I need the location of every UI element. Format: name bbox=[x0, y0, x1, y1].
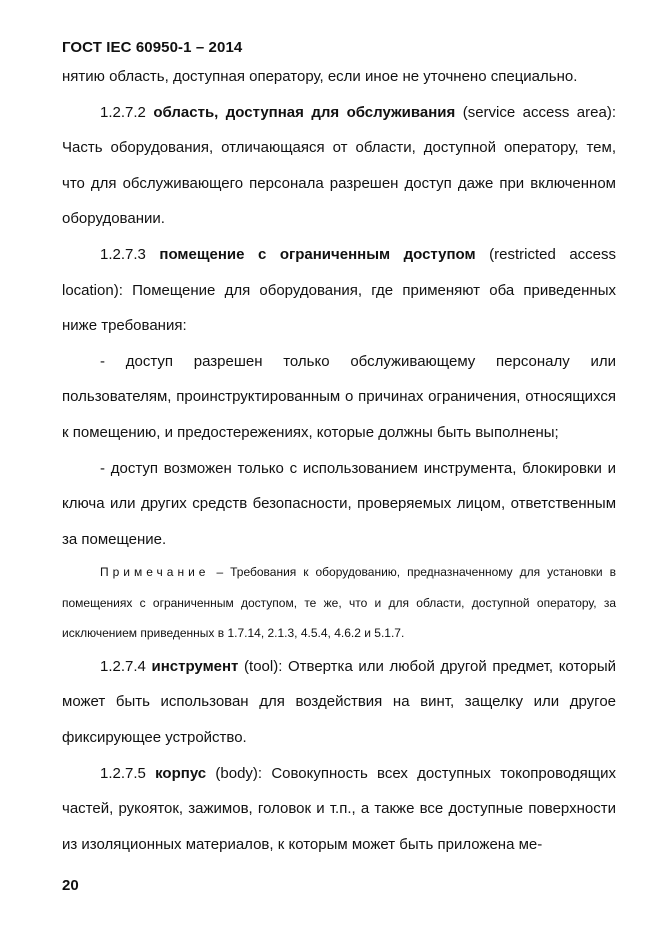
clause-number: 1.2.7.4 bbox=[100, 657, 146, 675]
clause-term: инструмент bbox=[151, 657, 239, 675]
clause-number: 1.2.7.5 bbox=[100, 764, 146, 782]
clause-number: 1.2.7.2 bbox=[100, 103, 146, 121]
clause-definition: (body): Совокупность всех доступных токопроводящих частей, рукояток, зажимов, головок и т.п., а также все доступные поверхности из изоляционных материалов, к которым может быть приложена ме- bbox=[62, 764, 616, 853]
note-text: – Требования к оборудованию, предназначенному для установки в помещениях с ограниченным доступом, те же, что и для области, доступной оператору, за исключением приведенных в 1.7.14, 2.1.3, 4.5.4, 4.6.2 и 5.1.7. bbox=[62, 565, 616, 641]
clause-definition: (tool): Отвертка или любой другой предмет, который может быть использован для воздействия на винт, защелку или другое фиксирующее устройство. bbox=[62, 657, 616, 746]
note-paragraph bbox=[62, 557, 616, 649]
clause-1-2-7-3 bbox=[62, 237, 616, 344]
clause-term: корпус bbox=[155, 764, 207, 782]
page-header: ГОСТ IEC 60950-1 – 2014 bbox=[62, 39, 243, 56]
list-item: - доступ разрешен только обслуживающему персоналу или пользователям, проинструктированным о причинах ограничения, относящихся к помещению, и предостережениях, которые должны быть выполнены; bbox=[62, 352, 616, 441]
clause-definition: (service access area): Часть оборудования, отличающаяся от области, доступной оператору, тем, что для обслуживающего персонала разрешен доступ даже при включенном оборудовании. bbox=[62, 103, 616, 228]
clause-term: помещение с ограниченным доступом bbox=[159, 245, 476, 263]
clause-1-2-7-4 bbox=[62, 649, 616, 756]
note-label: Примечание bbox=[100, 565, 210, 580]
paragraph-continuation: нятию область, доступная оператору, если иное не уточнено специально. bbox=[62, 68, 578, 85]
page-body bbox=[62, 59, 616, 862]
clause-number: 1.2.7.3 bbox=[100, 245, 146, 263]
clause-1-2-7-2 bbox=[62, 95, 616, 237]
clause-term: область, доступная для обслуживания bbox=[153, 103, 456, 121]
clause-definition: (restricted access location): Помещение для оборудования, где применяют оба приведенных ниже требования: bbox=[62, 245, 617, 335]
list-item: - доступ возможен только с использованием инструмента, блокировки и ключа или других средств безопасности, проверяемых лицом, ответственным за помещение. bbox=[62, 459, 616, 548]
clause-1-2-7-5 bbox=[62, 756, 616, 863]
page-number: 20 bbox=[62, 877, 79, 894]
